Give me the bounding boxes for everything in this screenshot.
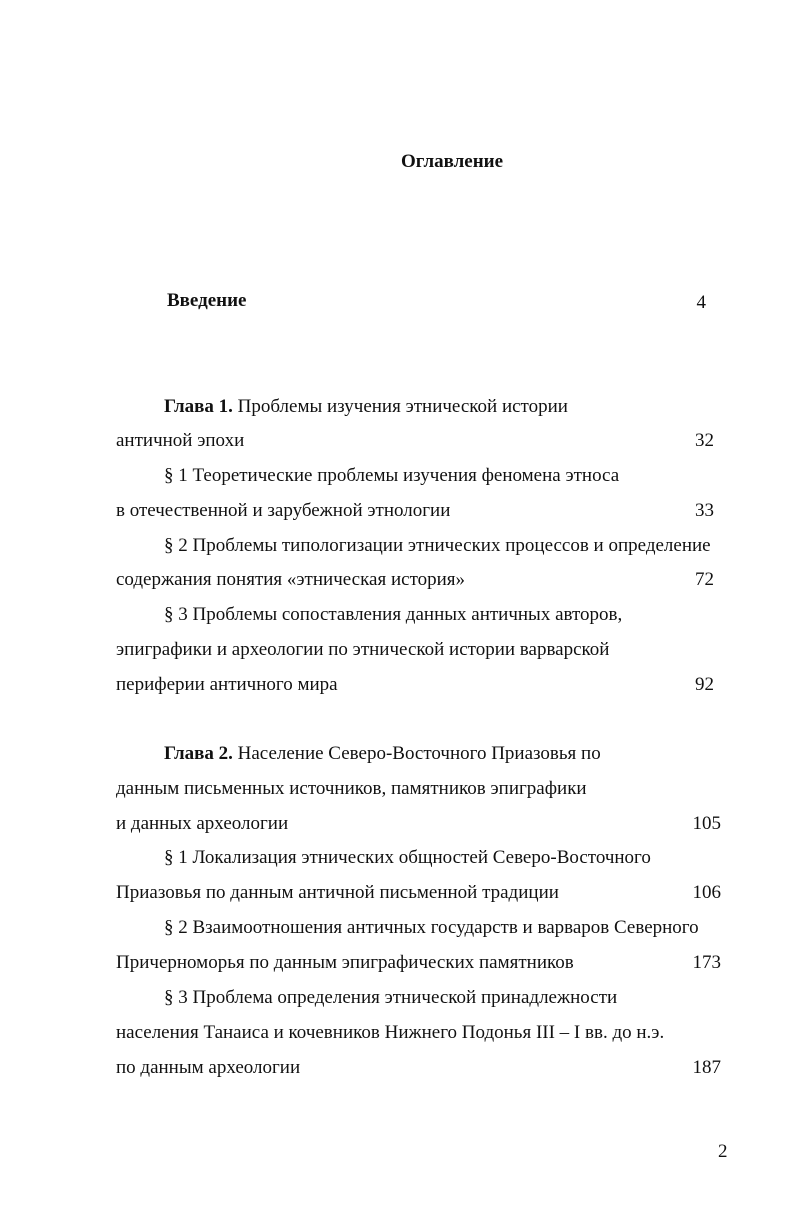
toc-chapter1-line1: Проблемы изучения этнической истории: [237, 396, 568, 417]
toc-ch2-sec3-page: 187: [692, 1057, 721, 1078]
toc-chapter2-line3: и данных археологии: [116, 813, 289, 834]
page-title: Оглавление: [401, 151, 504, 172]
toc-ch1-sec1-page: 33: [695, 500, 714, 521]
toc-ch1-sec3-line2: эпиграфики и археологии по этнической истории варварской: [116, 639, 610, 660]
toc-chapter2-page: 105: [692, 813, 721, 834]
toc-ch2-sec2-line1: § 2 Взаимоотношения античных государств и варваров Северного: [164, 917, 699, 938]
toc-chapter1-line2: античной эпохи: [116, 430, 245, 451]
toc-chapter1-page: 32: [695, 430, 714, 451]
toc-chapter2-line2: данным письменных источников, памятников эпиграфики: [116, 778, 587, 799]
toc-intro-page: 4: [696, 292, 706, 313]
toc-ch1-sec2-page: 72: [695, 569, 714, 590]
toc-chapter2-prefix: Глава 2.: [164, 743, 233, 764]
toc-chapter2-line1: Население Северо-Восточного Приазовья по: [237, 743, 601, 764]
toc-ch2-sec2-line2: Причерноморья по данным эпиграфических памятников: [116, 952, 574, 973]
toc-ch2-sec1-line1: § 1 Локализация этнических общностей Северо-Восточного: [164, 847, 651, 868]
toc-ch2-sec1-line2: Приазовья по данным античной письменной традиции: [116, 882, 559, 903]
toc-ch1-sec2-line1: § 2 Проблемы типологизации этнических процессов и определение: [164, 535, 711, 556]
toc-ch2-sec3-line3: по данным археологии: [116, 1057, 301, 1078]
toc-ch2-sec3-line2: населения Танаиса и кочевников Нижнего Подонья III – I вв. до н.э.: [116, 1022, 665, 1043]
toc-ch2-sec2-page: 173: [692, 952, 721, 973]
toc-ch2-sec3-line1: § 3 Проблема определения этнической принадлежности: [164, 987, 618, 1008]
toc-ch1-sec3-line3: периферии античного мира: [116, 674, 338, 695]
toc-intro-label: Введение: [167, 290, 247, 311]
toc-ch1-sec3-line1: § 3 Проблемы сопоставления данных античных авторов,: [164, 604, 623, 625]
toc-ch1-sec3-page: 92: [695, 674, 714, 695]
page-number: 2: [718, 1141, 728, 1162]
toc-ch1-sec2-line2: содержания понятия «этническая история»: [116, 569, 466, 590]
toc-ch2-sec1-page: 106: [692, 882, 721, 903]
toc-chapter1-heading: [164, 397, 568, 416]
toc-ch1-sec1-line1: § 1 Теоретические проблемы изучения феномена этноса: [164, 465, 620, 486]
toc-chapter1-prefix: Глава 1.: [164, 396, 233, 417]
toc-chapter2-heading: [164, 744, 601, 763]
toc-ch1-sec1-line2: в отечественной и зарубежной этнологии: [116, 500, 451, 521]
